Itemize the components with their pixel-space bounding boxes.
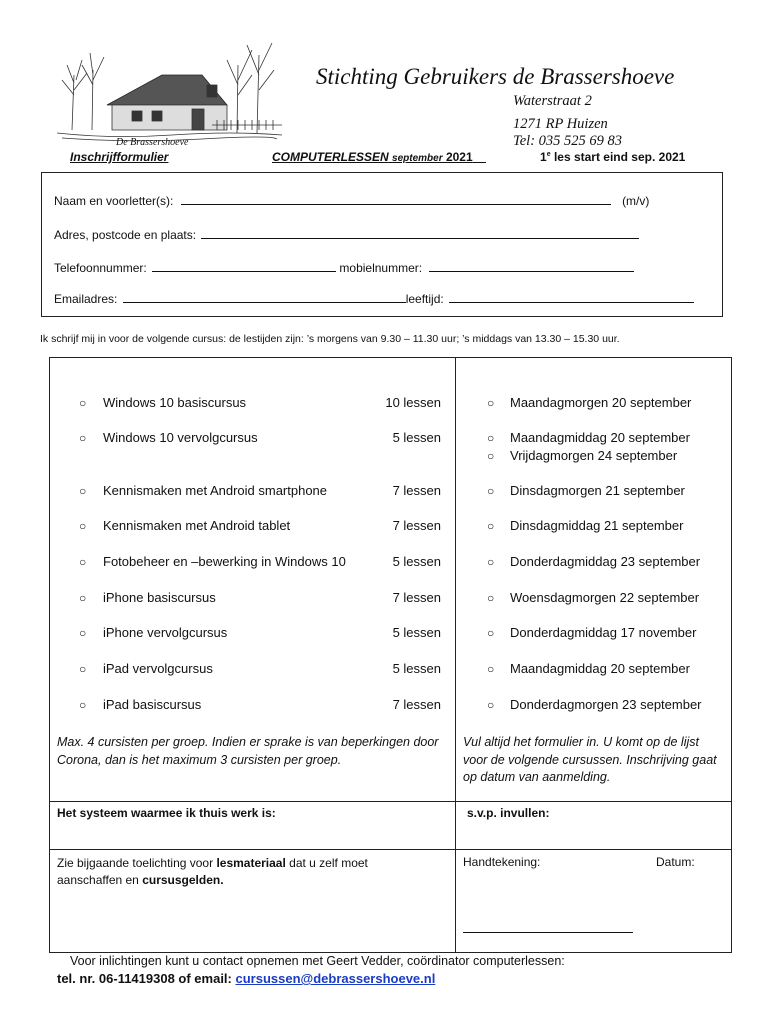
course-name: iPad basiscursus [103, 697, 202, 712]
course-option-circle[interactable]: ○ [79, 591, 87, 605]
signature-line[interactable] [463, 932, 633, 933]
course-name: Windows 10 basiscursus [103, 395, 247, 410]
course-title [272, 150, 486, 164]
course-option-circle[interactable]: ○ [79, 396, 87, 410]
contact-phone-email: tel. nr. 06-11419308 of email: cursussen@debrassershoeve.nl [57, 971, 436, 986]
email-link[interactable]: cursussen@debrassershoeve.nl [235, 971, 436, 986]
course-name: Windows 10 vervolgcursus [103, 430, 258, 445]
date-option-circle[interactable]: ○ [487, 519, 495, 533]
signature-label: Handtekening: [463, 855, 541, 869]
registration-note: Vul altijd het formulier in. U komt op de lijst voor de volgende cursussen. Inschrijving gaat op datum van aanmelding. [463, 735, 717, 784]
system-fill-label: s.v.p. invullen: [467, 806, 550, 820]
date-option-circle[interactable]: ○ [487, 431, 495, 445]
date-option-circle[interactable]: ○ [487, 396, 495, 410]
course-name: iPhone vervolgcursus [103, 625, 228, 640]
address-field[interactable]: Adres, postcode en plaats: [54, 228, 639, 242]
course-lessons: 7 lessen [392, 518, 441, 533]
date-option-circle[interactable]: ○ [487, 662, 495, 676]
course-lessons: 10 lessen [385, 395, 441, 410]
course-date: Maandagmiddag 20 september [510, 661, 690, 676]
course-option-circle[interactable]: ○ [79, 626, 87, 640]
course-title-main: COMPUTERLESSEN [272, 150, 389, 164]
course-name: iPhone basiscursus [103, 590, 216, 605]
form-title: Inschrijfformulier [70, 150, 169, 164]
address-street: Waterstraat 2 [513, 93, 592, 109]
date-option-circle[interactable]: ○ [487, 626, 495, 640]
system-label: Het systeem waarmee ik thuis werk is: [57, 806, 276, 820]
course-name: Kennismaken met Android tablet [103, 518, 291, 533]
course-month: september [392, 153, 443, 164]
course-lessons: 7 lessen [392, 697, 441, 712]
course-lessons: 5 lessen [392, 554, 441, 569]
course-date: Maandagmorgen 20 september [510, 395, 692, 410]
date-option-circle[interactable]: ○ [487, 698, 495, 712]
date-option-circle[interactable]: ○ [487, 555, 495, 569]
course-date: Dinsdagmorgen 21 september [510, 483, 685, 498]
course-option-circle[interactable]: ○ [79, 698, 87, 712]
date-option-circle[interactable]: ○ [487, 484, 495, 498]
intro-text: Ik schrijf mij in voor de volgende cursus: de lestijden zijn: ’s morgens van 9.30 – 11.30 uur; ’s middags van 13.30 – 15.30 uur. [40, 333, 620, 345]
email-field[interactable]: Emailadres: leeftijd: [54, 292, 694, 306]
course-option-circle[interactable]: ○ [79, 662, 87, 676]
course-lessons: 7 lessen [392, 590, 441, 605]
course-date: Maandagmiddag 20 september [510, 430, 690, 445]
course-name: Fotobeheer en –bewerking in Windows 10 [103, 554, 346, 569]
course-date: Dinsdagmiddag 21 september [510, 518, 684, 533]
course-lessons: 5 lessen [392, 661, 441, 676]
name-field[interactable]: Naam en voorletter(s): (m/v) [54, 194, 650, 208]
course-option-circle[interactable]: ○ [79, 555, 87, 569]
course-lessons: 7 lessen [392, 483, 441, 498]
course-date: Donderdagmiddag 23 september [510, 554, 701, 569]
course-option-circle[interactable]: ○ [79, 431, 87, 445]
organization-name: Stichting Gebruikers de Brassershoeve [316, 64, 675, 89]
phone-field[interactable]: Telefoonnummer: mobielnummer: [54, 261, 634, 275]
personal-details-box [41, 172, 723, 317]
date-option-circle[interactable]: ○ [487, 591, 495, 605]
farmhouse-logo [52, 35, 282, 145]
course-lessons: 5 lessen [392, 625, 441, 640]
address-city: 1271 RP Huizen [513, 116, 608, 132]
course-option-circle[interactable]: ○ [79, 519, 87, 533]
course-date: Donderdagmiddag 17 november [510, 625, 697, 640]
materials-note: Zie bijgaande toelichting voor lesmateriaal dat u zelf moet aanschaffen en cursusgelden. [57, 856, 368, 887]
course-date: Woensdagmorgen 22 september [510, 590, 700, 605]
course-year: 2021 [445, 150, 473, 164]
start-date-note: 1e les start eind sep. 2021 [540, 150, 686, 164]
contact-info: Voor inlichtingen kunt u contact opnemen met Geert Vedder, coördinator computerlessen: [70, 954, 565, 968]
course-table [49, 357, 732, 953]
date-option-circle[interactable]: ○ [487, 449, 495, 463]
course-lessons: 5 lessen [392, 430, 441, 445]
logo-caption: De Brassershoeve [116, 137, 189, 148]
course-date: Vrijdagmorgen 24 september [510, 448, 678, 463]
group-size-note: Max. 4 cursisten per groep. Indien er sprake is van beperkingen door Corona, dan is het maximum 3 cursisten per groep. [57, 735, 439, 767]
phone-number: Tel: 035 525 69 83 [513, 133, 623, 149]
course-option-circle[interactable]: ○ [79, 484, 87, 498]
course-name: Kennismaken met Android smartphone [103, 483, 328, 498]
course-date: Donderdagmorgen 23 september [510, 697, 702, 712]
date-label: Datum: [656, 855, 695, 869]
course-name: iPad vervolgcursus [103, 661, 213, 676]
